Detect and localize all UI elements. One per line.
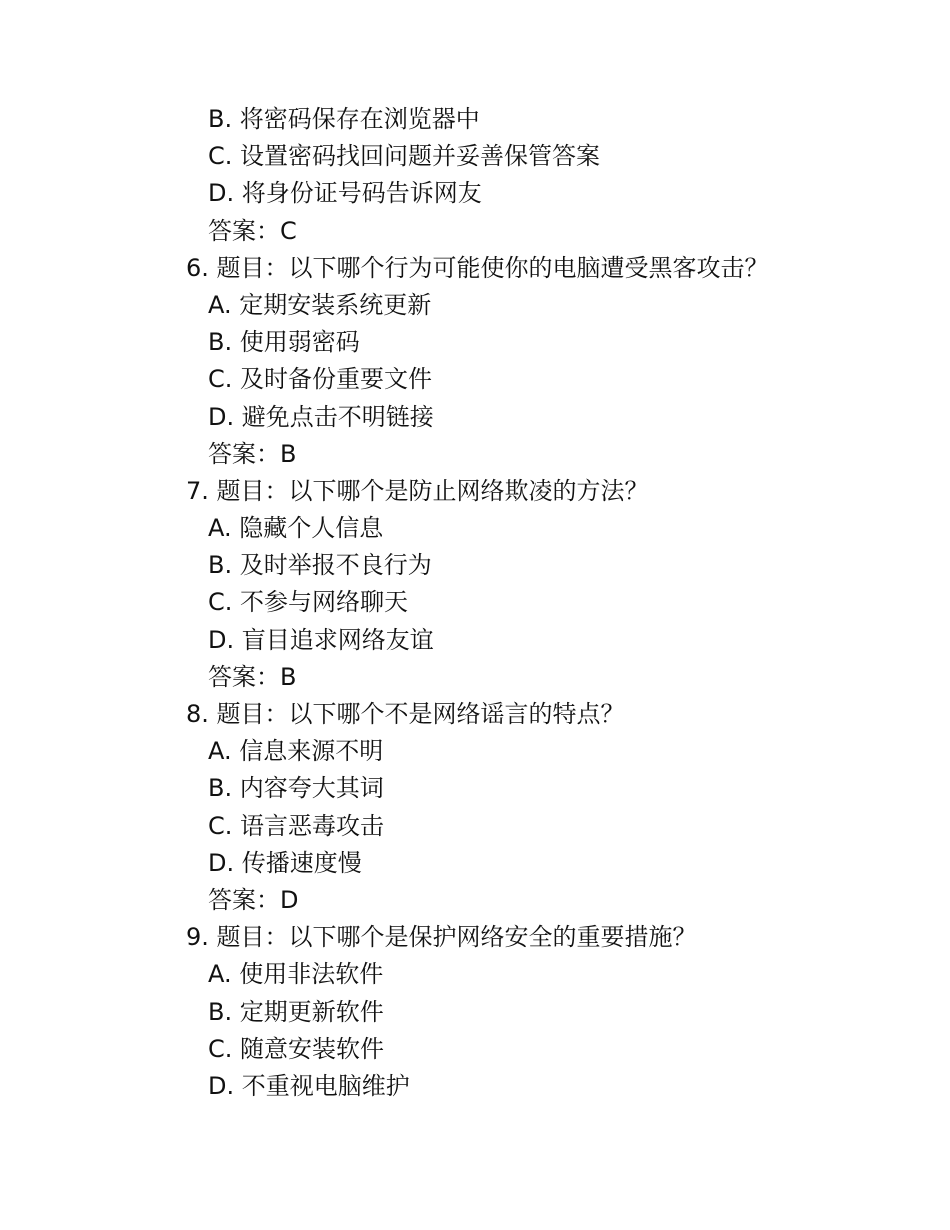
option-d: D. 盲目追求网络友谊 [208, 625, 434, 654]
question-number: 6. [186, 253, 209, 282]
question-6 [0, 250, 950, 473]
option-c: C. 及时备份重要文件 [208, 365, 433, 394]
question-continued [0, 101, 950, 250]
option-a: A. 使用非法软件 [208, 960, 384, 989]
question-title [0, 919, 950, 956]
option-b: B. 将密码保存在浏览器中 [208, 105, 480, 133]
option-d: D. 不重视电脑维护 [208, 1071, 410, 1100]
answer: 答案：B [208, 662, 297, 691]
answer: 答案：D [208, 885, 299, 914]
option-b: B. 使用弱密码 [208, 328, 360, 357]
question-text: 题目：以下哪个是保护网络安全的重要措施？ [216, 923, 697, 952]
option-c: C. 随意安装软件 [208, 1034, 385, 1063]
option-d: D. 传播速度慢 [208, 848, 362, 877]
question-text: 题目：以下哪个不是网络谣言的特点？ [216, 700, 625, 728]
question-text: 题目：以下哪个行为可能使你的电脑遭受黑客攻击？ [216, 253, 769, 282]
question-number: 7. [186, 476, 209, 505]
question-title [0, 250, 950, 287]
option-a: A. 定期安装系统更新 [208, 290, 432, 319]
answer: 答案：B [208, 439, 297, 468]
question-number: 8. [186, 700, 209, 728]
question-8 [0, 696, 950, 919]
answer: 答案：C [208, 216, 297, 245]
question-text: 题目：以下哪个是防止网络欺凌的方法？ [216, 476, 649, 505]
option-a: A. 信息来源不明 [208, 737, 384, 766]
question-title [0, 696, 950, 733]
option-a: A. 隐藏个人信息 [208, 514, 384, 543]
question-9 [0, 919, 950, 1105]
question-7 [0, 473, 950, 696]
option-b: B. 内容夸大其词 [208, 774, 384, 803]
option-d: D. 避免点击不明链接 [208, 402, 434, 431]
option-c: C. 语言恶毒攻击 [208, 811, 385, 840]
option-c: C. 设置密码找回问题并妥善保管答案 [208, 142, 601, 171]
question-title [0, 473, 950, 510]
option-b: B. 及时举报不良行为 [208, 551, 432, 580]
option-b: B. 定期更新软件 [208, 997, 384, 1026]
option-c: C. 不参与网络聊天 [208, 588, 409, 617]
option-d: D. 将身份证号码告诉网友 [208, 179, 482, 208]
document-page [0, 101, 950, 1105]
question-number: 9. [186, 923, 209, 952]
